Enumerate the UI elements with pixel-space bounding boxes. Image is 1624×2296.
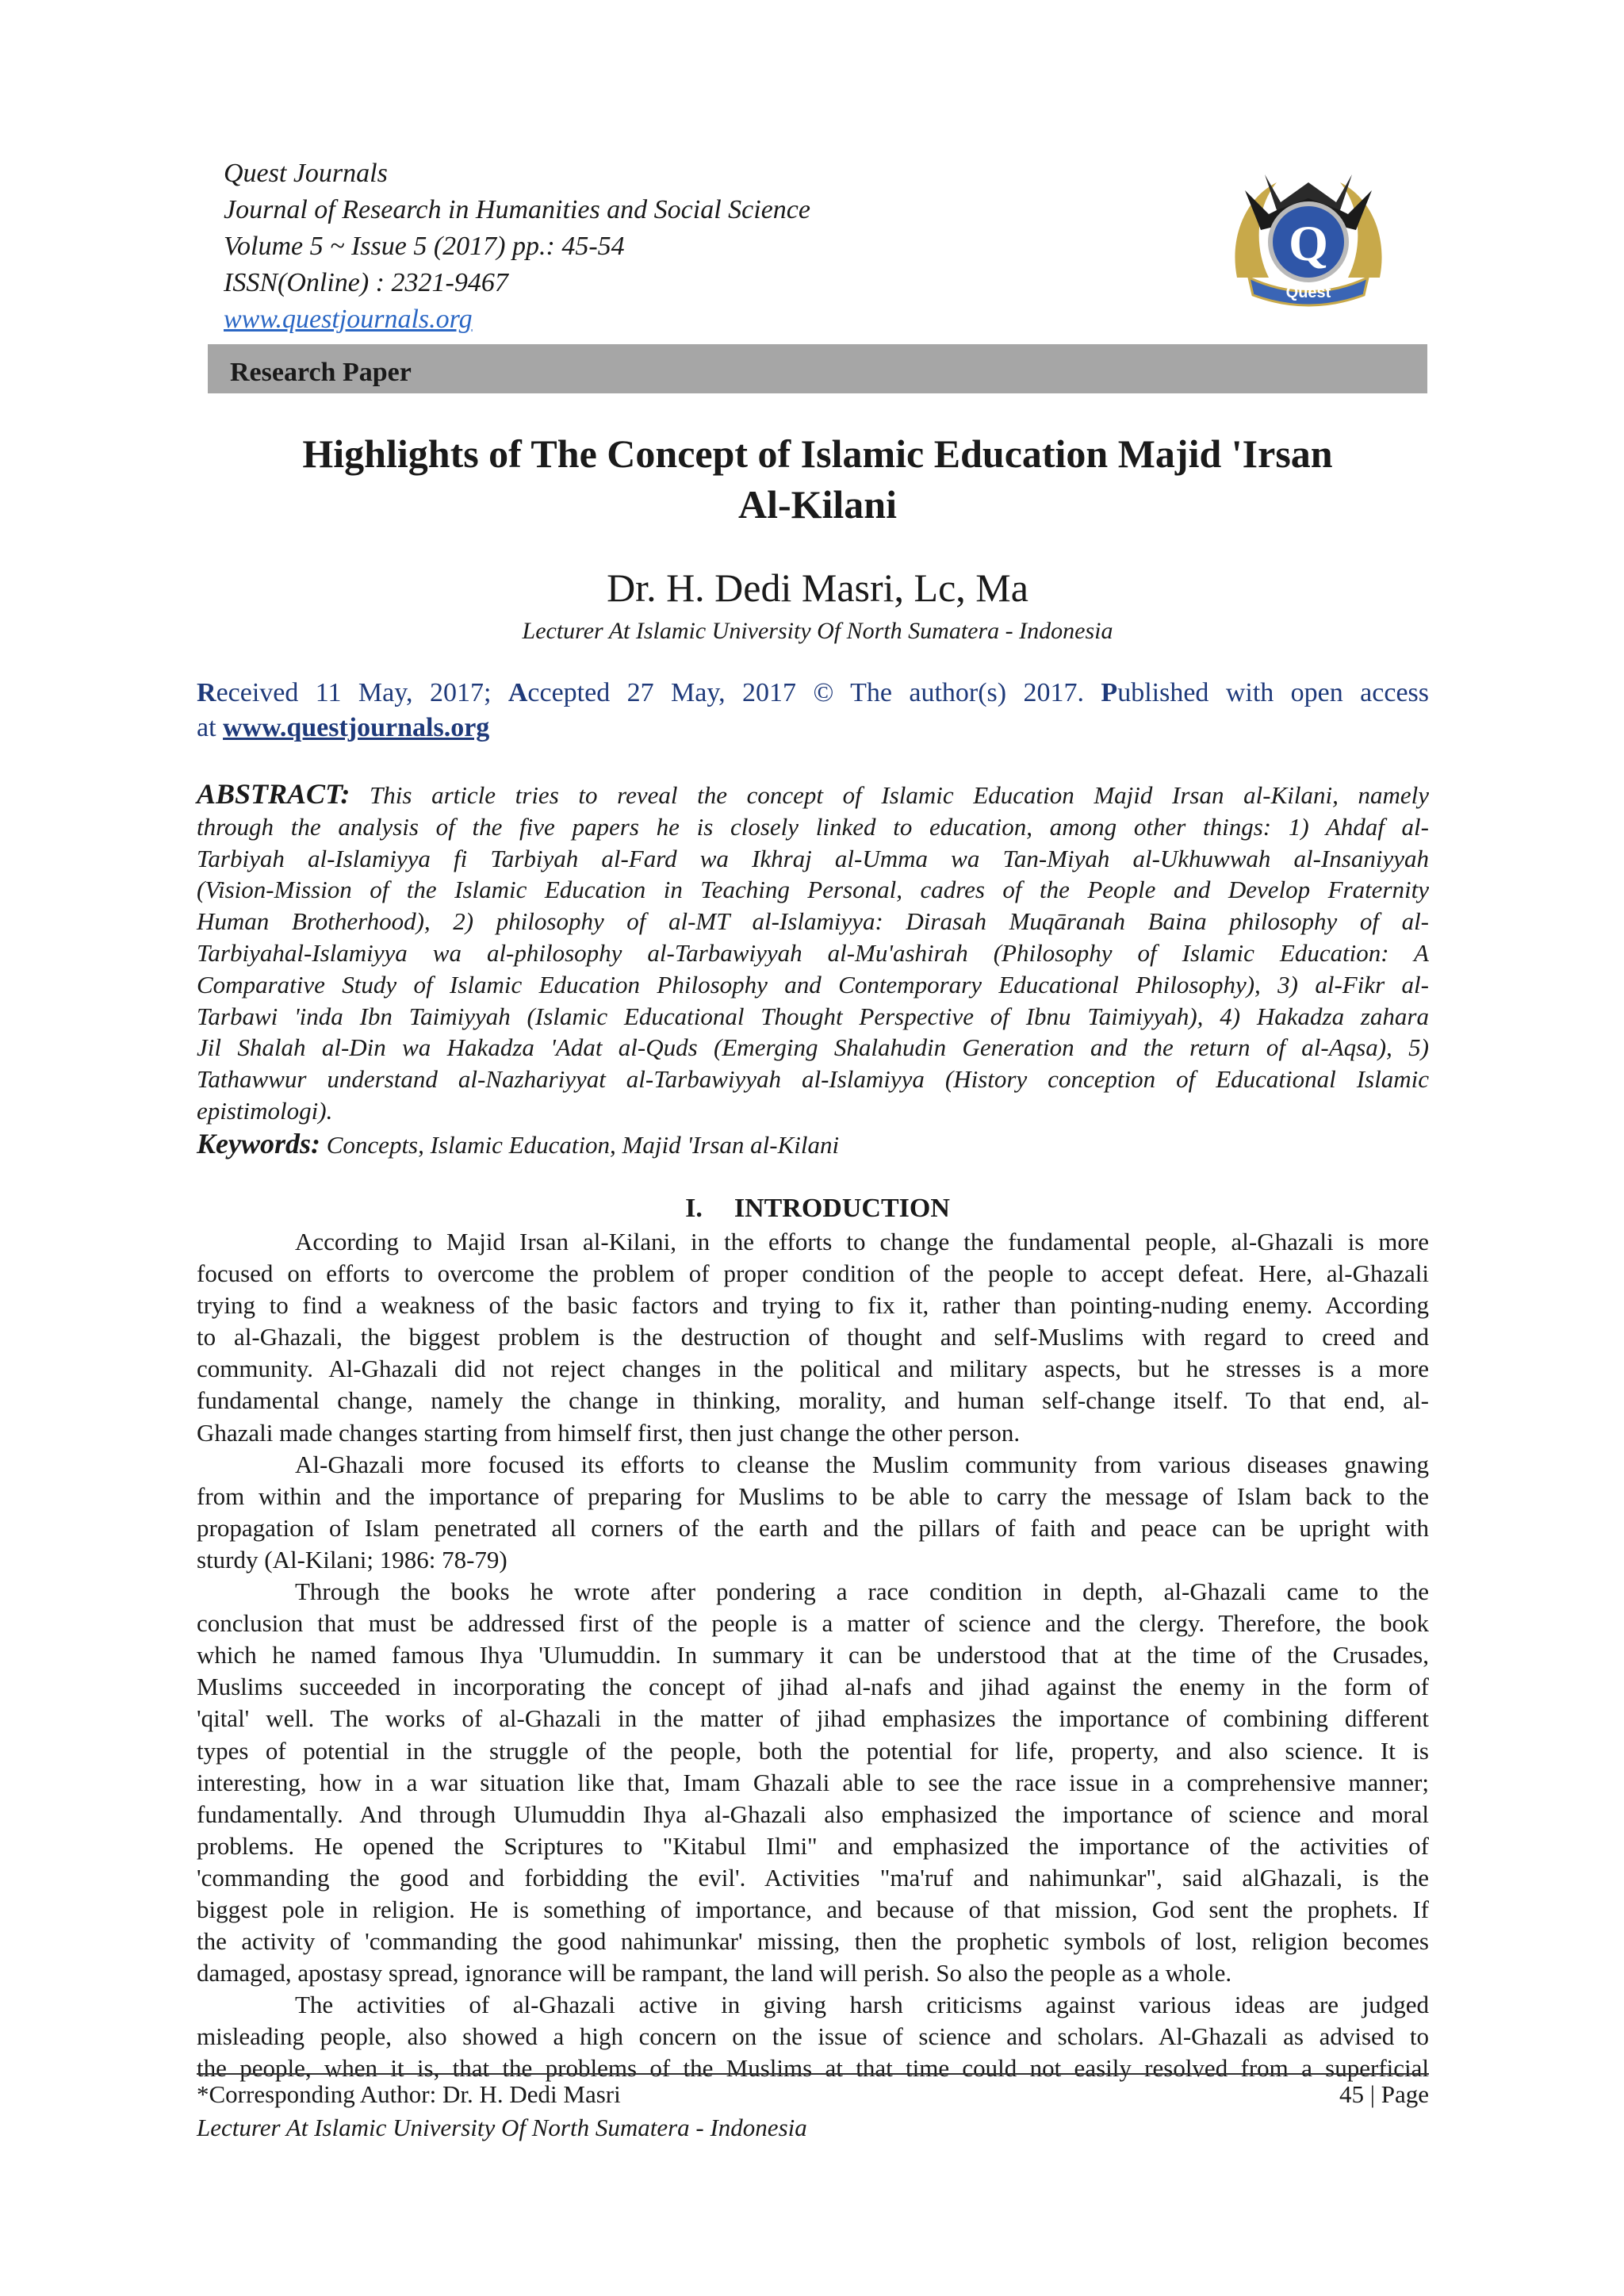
body-line: fundamental change, namely the change in thinking, morality, and human self-change itself. To that end, al- [197,1386,1429,1415]
abstract-label: ABSTRACT: [197,778,350,810]
body-line: the people, when it is, that the problems of the Muslims at that time could not easily resolved from a superficial [197,2054,1429,2083]
quest-journals-logo [1221,159,1396,309]
body-line: Muslims succeeded in incorporating the concept of jihad al-nafs and jihad against the enemy in the form of [197,1673,1429,1701]
body-line: from within and the importance of preparing for Muslims to be able to carry the message of Islam back to the [197,1481,1429,1510]
journal-info [224,155,1175,338]
corresponding-author: *Corresponding Author: Dr. H. Dedi Masri [197,2080,621,2108]
body-line: community. Al-Ghazali did not reject changes in the political and military aspects, but he stresses is a more [197,1355,1429,1383]
svg-text:Q: Q [1289,215,1328,271]
journal-website-link[interactable]: www.questjournals.org [224,305,473,334]
received-accepted-line: Received 11 May, 2017; Accepted 27 May, 2017 © The author(s) 2017. Published with open access at www.questjournals.org [197,678,1430,742]
introduction-body [197,1226,1429,2085]
section-label: Research Paper [230,358,412,387]
keywords-label: Keywords: [197,1128,320,1159]
research-paper-banner [208,344,1427,393]
abstract-line: (Vision-Mission of the Islamic Education in Teaching Personal, cadres of the People and Develop Fraternity [197,876,1429,904]
body-line: fundamentally. And through Ulumuddin Ihya al-Ghazali also emphasized the importance of science and moral [197,1800,1429,1828]
body-line: propagation of Islam penetrated all corners of the earth and the pillars of faith and peace can be upright with [197,1513,1429,1542]
body-line: the activity of 'commanding the good nahimunkar' missing, then the prophetic symbols of lost, religion becomes [197,1927,1429,1956]
footer-divider [197,2073,1429,2075]
journal-name: Quest Journals [224,159,388,188]
abstract-line: epistimologi). [197,1096,333,1125]
abstract-line: Tarbawi 'inda Ibn Taimiyyah (Islamic Educational Thought Perspective of Ibnu Taimiyyah), 4) Hakadza zahara [197,1002,1429,1030]
body-line: conclusion that must be addressed first of the people is a matter of science and the clergy. Therefore, the book [197,1609,1429,1638]
body-line: trying to find a weakness of the basic factors and trying to fix it, rather than pointing-nuding enemy. According [197,1291,1429,1320]
body-line: problems. He opened the Scriptures to "Kitabul Ilmi" and emphasized the importance of the activities of [197,1831,1429,1860]
author-affiliation: Lecturer At Islamic University Of North Sumatera - Indonesia [522,618,1113,644]
title-line: Al-Kilani [737,482,898,527]
body-line: focused on efforts to overcome the problem of proper condition of the people to accept defeat. Here, al-Ghazali [197,1259,1429,1288]
abstract-line: Tarbiyah al-Islamiyya fi Tarbiyah al-Fard wa Ikhraj al-Umma wa Tan-Miyah al-Ukhuwwah al-Insaniyyah [197,844,1429,872]
author-name: Dr. H. Dedi Masri, Lc, Ma [607,565,1028,610]
abstract-line: Tarbiyahal-Islamiyya wa al-philosophy al-Tarbawiyyah al-Mu'ashirah (Philosophy of Islamic Education: A [197,938,1429,967]
svg-text:Quest: Quest [1285,284,1331,301]
body-line: The activities of al-Ghazali active in giving harsh criticisms against various ideas are judged [295,1991,1429,2019]
journal-volume: Volume 5 ~ Issue 5 (2017) pp.: 45-54 [224,232,625,261]
body-line: biggest pole in religion. He is something of importance, and because of that mission, God sent the prophets. If [197,1895,1429,1923]
title-line: Highlights of The Concept of Islamic Education Majid 'Irsan [302,431,1333,476]
abstract-line: Comparative Study of Islamic Education Philosophy and Contemporary Educational Philosophy), 3) al-Fikr al- [197,970,1429,999]
abstract-line: Human Brotherhood), 2) philosophy of al-MT al-Islamiyya: Dirasah Muqāranah Baina philosophy of al- [197,907,1429,936]
body-line: types of potential in the struggle of the people, both the potential for life, property, and also science. It is [197,1736,1429,1765]
body-line: interesting, how in a war situation like that, Imam Ghazali able to see the race issue in a comprehensive manner; [197,1768,1429,1796]
keywords-text: Concepts, Islamic Education, Majid 'Irsan al-Kilani [320,1131,840,1159]
body-line: which he named famous Ihya 'Ulumuddin. In summary it can be understood that at the time of the Crusades, [197,1641,1429,1669]
body-line: misleading people, also showed a high concern on the issue of science and scholars. Al-Ghazali as advised to [197,2022,1429,2051]
journal-full-name: Journal of Research in Humanities and Social Science [224,195,810,224]
body-line: Al-Ghazali more focused its efforts to cleanse the Muslim community from various diseases gnawing [295,1450,1429,1478]
journal-issn: ISSN(Online) : 2321-9467 [224,268,508,297]
body-line: sturdy (Al-Kilani; 1986: 78-79) [197,1545,508,1573]
body-line: 'qital' well. The works of al-Ghazali in the matter of jihad emphasizes the importance of combining different [197,1704,1429,1733]
section-heading-introduction: I. INTRODUCTION [685,1194,950,1223]
body-line: Ghazali made changes starting from himself first, then just change the other person. [197,1418,1021,1447]
open-access-link[interactable]: www.questjournals.org [223,713,490,742]
paper-title [208,428,1427,530]
body-line: Through the books he wrote after pondering a race condition in depth, al-Ghazali came to the [295,1577,1429,1606]
keywords [197,1128,1429,1161]
abstract-line: through the analysis of the five papers he is closely linked to education, among other things: 1) Ahdaf al- [197,812,1429,841]
abstract-line: Jil Shalah al-Din wa Hakadza 'Adat al-Quds (Emerging Shalahudin Generation and the return of al-Aqsa), 5) [197,1033,1429,1062]
body-line: According to Majid Irsan al-Kilani, in the efforts to change the fundamental people, al-Ghazali is more [295,1228,1429,1255]
abstract: ABSTRACT: This article tries to reveal the concept of Islamic Education Majid Irsan al-Kilani, namely through the analysis of the five papers he is closely linked to education, among other things: 1) Ahdaf al- Tarbiyah al-Islamiyya fi Tarbiyah al-Fard wa Ikhraj al-Umma wa Tan-Miyah al-Ukhuwwah al-Insaniyyah (Vision-Mission of the Islamic Education in Teaching Personal, cadres of the People and Develop Fraternity Human Brotherhood), 2) philosophy of al-MT al-Islamiyya: Dirasah Muqāranah Baina philosophy of al- Tarbiyahal-Islamiyya wa al-philosophy al-Tarbawiyyah al-Mu'ashirah (Philosophy of Islamic Education: A Comparative Study of Islamic Education Philosophy and Contemporary Educational Philosophy), 3) al-Fikr al- Tarbawi 'inda Ibn Taimiyyah (Islamic Educational Thought Perspective of Ibnu Taimiyyah), 4) Hakadza zahara Jil Shalah al-Din wa Hakadza 'Adat al-Quds (Emerging Shalahudin Generation and the return of al-Aqsa), 5) Tathawwur understand al-Nazhariyyat al-Tarbawiyyah al-Islamiyya (History conception of Educational Islamic epistimologi). [197,779,1429,1127]
body-line: 'commanding the good and forbidding the evil'. Activities "ma'ruf and nahimunkar", said alGhazali, is the [197,1863,1429,1892]
footer-affiliation: Lecturer At Islamic University Of North Sumatera - Indonesia [197,2114,807,2141]
abstract-line: Tathawwur understand al-Nazhariyyat al-Tarbawiyyah al-Islamiyya (History conception of Educational Islamic [197,1065,1429,1094]
body-line: to al-Ghazali, the biggest problem is the destruction of thought and self-Muslims with regard to creed and [197,1323,1429,1351]
body-line: damaged, apostasy spread, ignorance will be rampant, the land will perish. So also the people as a whole. [197,1959,1232,1987]
page-number: 45 | Page [1339,2080,1429,2108]
